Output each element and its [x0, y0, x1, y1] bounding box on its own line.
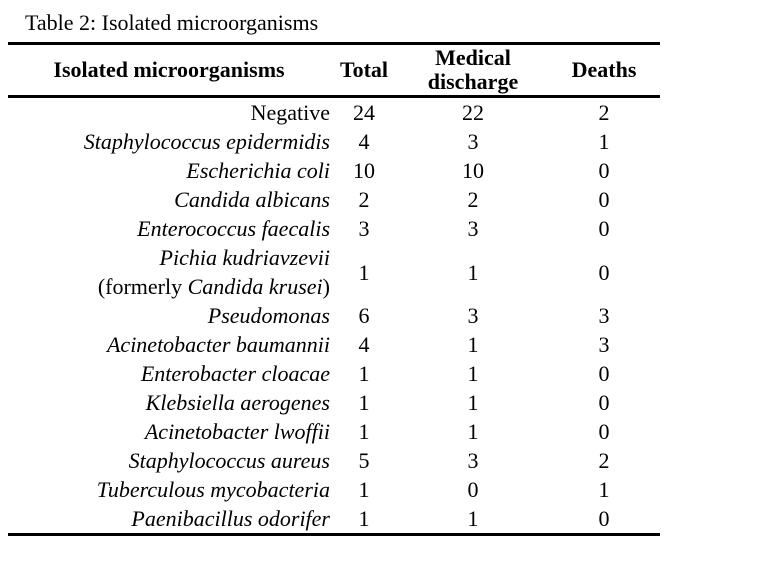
deaths-value: 0	[598, 187, 610, 212]
table-row	[8, 98, 660, 127]
deaths-value: 0	[598, 361, 610, 386]
total-value: 24	[353, 100, 375, 125]
total-value: 1	[358, 477, 370, 502]
isolated-microorganisms-table	[8, 42, 660, 536]
header-deaths: Deaths	[571, 57, 637, 82]
medical-discharge-value: 1	[467, 506, 479, 531]
deaths-value: 0	[598, 259, 610, 285]
microorganism-name-cell	[8, 127, 330, 156]
microorganism-name-cell	[8, 301, 330, 330]
microorganism-name-cell	[8, 446, 330, 475]
medical-discharge-value: 1	[467, 332, 479, 357]
table-row	[8, 214, 660, 243]
microorganism-name-cell	[8, 359, 330, 388]
table-row	[8, 446, 660, 475]
medical-discharge-value: 3	[467, 129, 479, 154]
microorganism-name: Acinetobacter baumannii	[106, 332, 330, 357]
microorganism-name: Enterobacter cloacae	[140, 361, 330, 386]
deaths-value: 0	[598, 158, 610, 183]
microorganism-name-cell	[8, 156, 330, 185]
microorganism-name-line1: Pichia kudriavzevii	[159, 245, 330, 270]
deaths-value: 2	[598, 448, 610, 473]
deaths-value: 1	[598, 477, 610, 502]
table-row	[8, 330, 660, 359]
table-caption: Table 2: Isolated microorganisms	[25, 10, 319, 35]
medical-discharge-value: 3	[467, 448, 479, 473]
synonym-suffix: )	[322, 274, 330, 299]
total-value: 10	[353, 158, 375, 183]
total-value: 5	[358, 448, 370, 473]
table-row	[8, 475, 660, 504]
table-row	[8, 127, 660, 156]
table-row	[8, 504, 660, 533]
total-value: 1	[358, 506, 370, 531]
microorganism-name: Escherichia coli	[186, 158, 330, 183]
total-value: 1	[358, 259, 370, 285]
synonym-species: Candida krusei	[187, 274, 323, 299]
microorganism-name: Enterococcus faecalis	[137, 216, 330, 241]
microorganism-name: Pseudomonas	[207, 303, 330, 328]
microorganism-name-cell	[8, 185, 330, 214]
microorganism-name-cell	[8, 330, 330, 359]
table-header-row	[8, 45, 660, 98]
total-value: 1	[358, 419, 370, 444]
deaths-value: 0	[598, 216, 610, 241]
table-row	[8, 156, 660, 185]
medical-discharge-value: 1	[467, 390, 479, 415]
microorganism-name-cell	[8, 388, 330, 417]
deaths-value: 0	[598, 390, 610, 415]
microorganism-name: Candida albicans	[174, 187, 330, 212]
microorganism-name-cell	[8, 243, 330, 301]
deaths-value: 1	[598, 129, 610, 154]
microorganism-name-cell	[8, 504, 330, 533]
medical-discharge-value: 3	[467, 303, 479, 328]
total-value: 1	[358, 361, 370, 386]
microorganism-name	[8, 243, 330, 272]
microorganism-name-cell	[8, 475, 330, 504]
total-value: 3	[358, 216, 370, 241]
table-row	[8, 359, 660, 388]
medical-discharge-value: 10	[462, 158, 484, 183]
deaths-value: 3	[598, 332, 610, 357]
microorganism-name: Acinetobacter lwoffii	[144, 419, 330, 444]
microorganism-name: Negative	[250, 100, 330, 125]
microorganism-name-cell	[8, 98, 330, 127]
microorganism-name: Klebsiella aerogenes	[145, 390, 330, 415]
table-row	[8, 185, 660, 214]
medical-discharge-value: 3	[467, 216, 479, 241]
microorganism-name: Tuberculous mycobacteria	[96, 477, 330, 502]
total-value: 2	[358, 187, 370, 212]
deaths-value: 2	[598, 100, 610, 125]
table-row	[8, 388, 660, 417]
header-total: Total	[339, 57, 389, 82]
medical-discharge-value: 1	[467, 419, 479, 444]
total-value: 6	[358, 303, 370, 328]
header-isolated-microorganisms: Isolated microorganisms	[53, 57, 285, 82]
deaths-value: 3	[598, 303, 610, 328]
table-row	[8, 301, 660, 330]
medical-discharge-value: 22	[462, 100, 484, 125]
microorganism-name-cell	[8, 417, 330, 446]
microorganism-name: Staphylococcus epidermidis	[83, 129, 330, 154]
medical-discharge-value: 0	[467, 477, 479, 502]
microorganism-name-cell	[8, 214, 330, 243]
microorganism-name: Paenibacillus odorifer	[131, 506, 330, 531]
microorganism-name: Staphylococcus aureus	[128, 448, 330, 473]
synonym-prefix: (formerly	[97, 274, 188, 299]
total-value: 1	[358, 390, 370, 415]
microorganism-name-synonym	[8, 272, 330, 301]
table-row	[8, 243, 660, 301]
medical-discharge-value: 1	[467, 361, 479, 386]
total-value: 4	[358, 332, 370, 357]
medical-discharge-value: 1	[467, 259, 479, 285]
total-value: 4	[358, 129, 370, 154]
deaths-value: 0	[598, 419, 610, 444]
deaths-value: 0	[598, 506, 610, 531]
header-medical-discharge: Medical discharge	[427, 45, 519, 94]
medical-discharge-value: 2	[467, 187, 479, 212]
table-row	[8, 417, 660, 446]
